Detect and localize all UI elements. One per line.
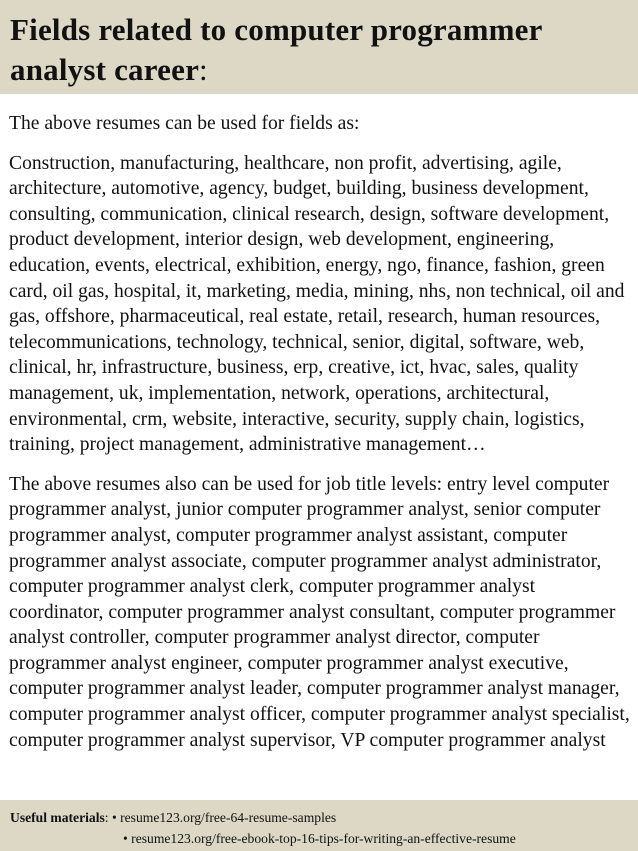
resume-samples-link[interactable]: resume123.org/free-64-resume-samples bbox=[120, 810, 337, 825]
footer-row-2 bbox=[10, 828, 628, 849]
page-title bbox=[10, 10, 628, 90]
intro-paragraph: The above resumes can be used for fields as: bbox=[9, 113, 360, 134]
bullet-icon: • bbox=[111, 810, 117, 825]
title-banner bbox=[0, 0, 638, 94]
footer-separator: : bbox=[104, 810, 112, 825]
main-content bbox=[9, 111, 631, 803]
footer-row-1 bbox=[10, 807, 628, 828]
useful-materials-label: Useful materials bbox=[10, 810, 105, 825]
ebook-tips-link[interactable]: resume123.org/free-ebook-top-16-tips-for-writing-an-effective-resume bbox=[131, 831, 516, 846]
fields-paragraph: Construction, manufacturing, healthcare, non profit, advertising, agile, architecture, automotive, agency, budget, building, business development, consulting, communication, clinical research, design, software development, product development, interior design, web development, engineering, education, events, electrical, exhibition, energy, ngo, finance, fashion, green card, oil gas, hospital, it, marketing, media, mining, nhs, non technical, oil and gas, offshore, pharmaceutical, real estate, retail, research, human resources, telecommunications, technology, technical, senior, digital, software, web, clinical, hr, infrastructure, business, erp, creative, ict, hvac, sales, quality management, uk, implementation, network, operations, architectural, environmental, crm, website, interactive, security, supply chain, logistics, training, project management, administrative management… bbox=[9, 152, 625, 456]
useful-materials-footer bbox=[0, 800, 638, 851]
bullet-icon: • bbox=[123, 831, 128, 846]
job-levels-paragraph: The above resumes also can be used for job title levels: entry level computer programmer analyst, junior computer programmer analyst, senior computer programmer analyst, computer programmer analyst assistant, computer programmer analyst associate, computer programmer analyst administrator, computer programmer analyst clerk, computer programmer analyst coordinator, computer programmer analyst consultant, computer programmer analyst controller, computer programmer analyst director, computer programmer analyst engineer, computer programmer analyst executive, computer programmer analyst leader, computer programmer analyst manager, computer programmer analyst officer, computer programmer analyst specialist, computer programmer analyst supervisor, VP computer programmer analyst bbox=[9, 473, 630, 751]
page-title-colon: : bbox=[199, 52, 208, 87]
page-title-text: Fields related to computer programmer analyst career bbox=[10, 12, 542, 87]
